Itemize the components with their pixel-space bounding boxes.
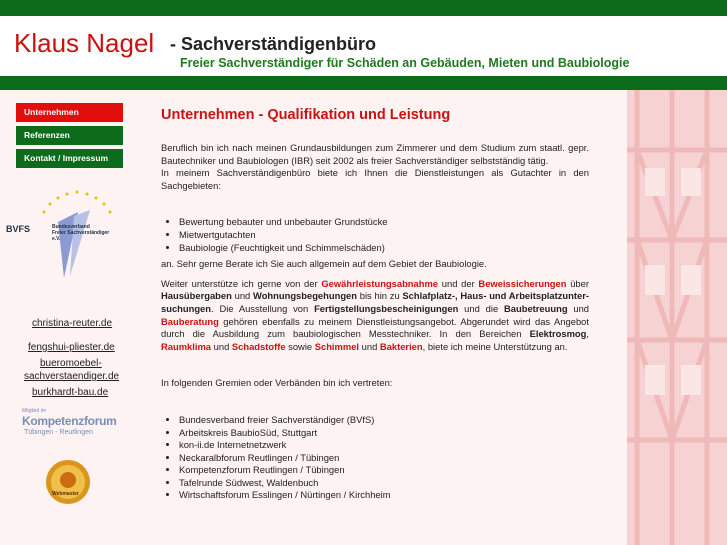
nav-item-kontakt-impressum[interactable]: Kontakt / Impressum — [16, 149, 123, 168]
bvfs-line2: Freier Sachverständiger — [52, 230, 110, 236]
site-name: Klaus Nagel — [14, 28, 155, 58]
kompetenzforum-title: Kompetenzforum — [22, 414, 117, 428]
link-christina-reuter[interactable]: christina-reuter.de — [32, 318, 113, 329]
link-burkhardt-bau[interactable]: burkhardt-bau.de — [32, 387, 109, 398]
list-item: • Mietwertgutachten — [179, 229, 589, 242]
kompetenzforum-city: Tübingen - Reutlingen — [24, 429, 93, 436]
link-bueromoebel[interactable]: bueromoebel- — [40, 358, 102, 369]
list-item: • Arbeitskreis BaubioSüd, Stuttgart — [179, 427, 589, 440]
site-name-suffix: - Sachverständigenbüro — [170, 34, 377, 54]
list-item: • Tafelrunde Südwest, Waldenbuch — [179, 477, 589, 490]
intro-paragraph-2: In meinem Sachverständigenbüro biete ich Ihnen die Dienstleistungen als Gutachter in den Sachgebieten: — [161, 167, 589, 191]
advice-paragraph: an. Sehr gerne Berate ich Sie auch allgemein auf dem Gebiet der Baubiologie. — [161, 258, 487, 270]
services-list — [161, 216, 589, 254]
webmaster-badge[interactable] — [44, 458, 92, 506]
kompetenzforum-small: Mitglied im — [22, 408, 46, 414]
site-header — [0, 16, 727, 76]
list-item: • Bundesverband freier Sachverständiger (BVfS) — [179, 414, 589, 427]
main-content — [161, 107, 589, 502]
list-item: • Neckaralbforum Reutlingen / Tübingen — [179, 452, 589, 465]
link-sachverstaendiger[interactable]: sachverstaendiger.de — [24, 371, 120, 382]
top-bar — [0, 0, 727, 16]
list-item: • Kompetenzforum Reutlingen / Tübingen — [179, 464, 589, 477]
webmaster-seal-icon — [44, 458, 92, 506]
timber-house-background-image — [597, 90, 727, 545]
webmaster-label: Webmaster — [52, 491, 79, 497]
list-item: • Baubiologie (Feuchtigkeit und Schimmelschäden) — [179, 242, 589, 255]
header-divider-bar — [0, 76, 727, 90]
intro-paragraph-1: Beruflich bin ich nach meinen Grundausbildungen zum Zimmerer und dem Studium zum staatl. gepr. Bautechniker und Baubiologen (IBR) seit 2002 als freier Sachverständiger selbstständig tätig. — [161, 142, 589, 166]
memberships-intro: In folgenden Gremien oder Verbänden bin ich vertreten: — [161, 377, 393, 389]
site-subtitle: Freier Sachverständiger für Schäden an Gebäuden, Mieten und Baubiologie — [180, 56, 630, 70]
support-paragraph: Weiter unterstütze ich gerne von der Gewährleistungsabnahme und der Beweissicherungen über Hausübergaben und Wohnungsbegehungen bis hin zu Schlafplatz-, Haus- und Arbeitsplatzunter-suchungen. Die Ausstellung von Fertigstellungsbescheinigungen und die Baubetreuung und Bauberatung gehören ebenfalls zu meinem Dienstleistungsangebot. Abgerundet wird das Angebot durch die Ausbildung zum baubiologischen Messtechniker. In den Bereichen Elektrosmog, Raumklima und Schadstoffe sowie Schimmel und Bakterien, biete ich meine Unterstützung an. — [161, 277, 590, 352]
memberships-list — [161, 414, 589, 502]
page-title: Unternehmen - Qualifikation und Leistung — [161, 107, 451, 123]
nav-item-referenzen[interactable]: Referenzen — [16, 126, 123, 145]
list-item: • kon-ii.de Internetnetzwerk — [179, 439, 589, 452]
link-fengshui-pliester[interactable]: fengshui-pliester.de — [28, 342, 115, 353]
bvfs-abbr: BVFS — [6, 224, 31, 234]
list-item: • Wirtschaftsforum Esslingen / Nürtingen / Kirchheim — [179, 489, 589, 502]
bvfs-line3: e.V. — [52, 236, 61, 242]
list-item: • Bewertung bebauter und unbebauter Grundstücke — [179, 216, 589, 229]
bvfs-line1: Bundesverband — [52, 224, 90, 230]
bvfs-logo[interactable] — [6, 188, 125, 280]
nav-item-unternehmen[interactable]: Unternehmen — [16, 103, 123, 122]
kompetenzforum-logo[interactable] — [22, 408, 122, 436]
